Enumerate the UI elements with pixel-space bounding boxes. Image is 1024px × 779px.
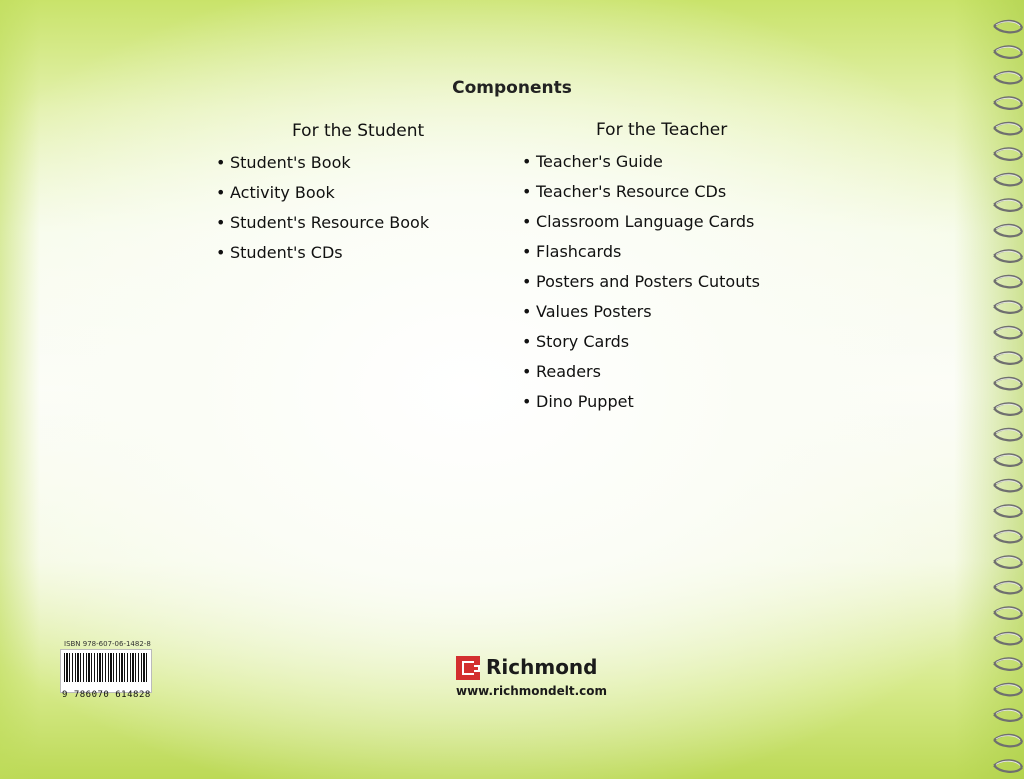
list-item: • Values Posters <box>522 297 760 327</box>
list-item: • Posters and Posters Cutouts <box>522 267 760 297</box>
teacher-components-list <box>522 147 760 417</box>
barcode-number: 9 786070 614828 <box>62 690 151 700</box>
list-item: • Student's CDs <box>216 238 429 268</box>
richmond-logo-icon <box>456 656 480 680</box>
isbn-label: ISBN 978-607-06-1482-8 <box>64 640 151 648</box>
list-item: • Teacher's Guide <box>522 147 760 177</box>
list-item: • Readers <box>522 357 760 387</box>
student-components-list <box>216 148 429 268</box>
teacher-heading: For the Teacher <box>596 120 728 140</box>
list-item: • Story Cards <box>522 327 760 357</box>
list-item: • Flashcards <box>522 237 760 267</box>
list-item: • Classroom Language Cards <box>522 207 760 237</box>
list-item: • Dino Puppet <box>522 387 760 417</box>
components-title: Components <box>452 78 572 98</box>
list-item: • Student's Book <box>216 148 429 178</box>
list-item: • Student's Resource Book <box>216 208 429 238</box>
barcode <box>60 649 152 693</box>
list-item: • Activity Book <box>216 178 429 208</box>
publisher-name: Richmond <box>486 655 598 679</box>
spiral-binding-icon <box>990 18 1024 778</box>
student-heading: For the Student <box>292 121 425 141</box>
publisher-url: www.richmondelt.com <box>456 684 608 698</box>
list-item: • Teacher's Resource CDs <box>522 177 760 207</box>
